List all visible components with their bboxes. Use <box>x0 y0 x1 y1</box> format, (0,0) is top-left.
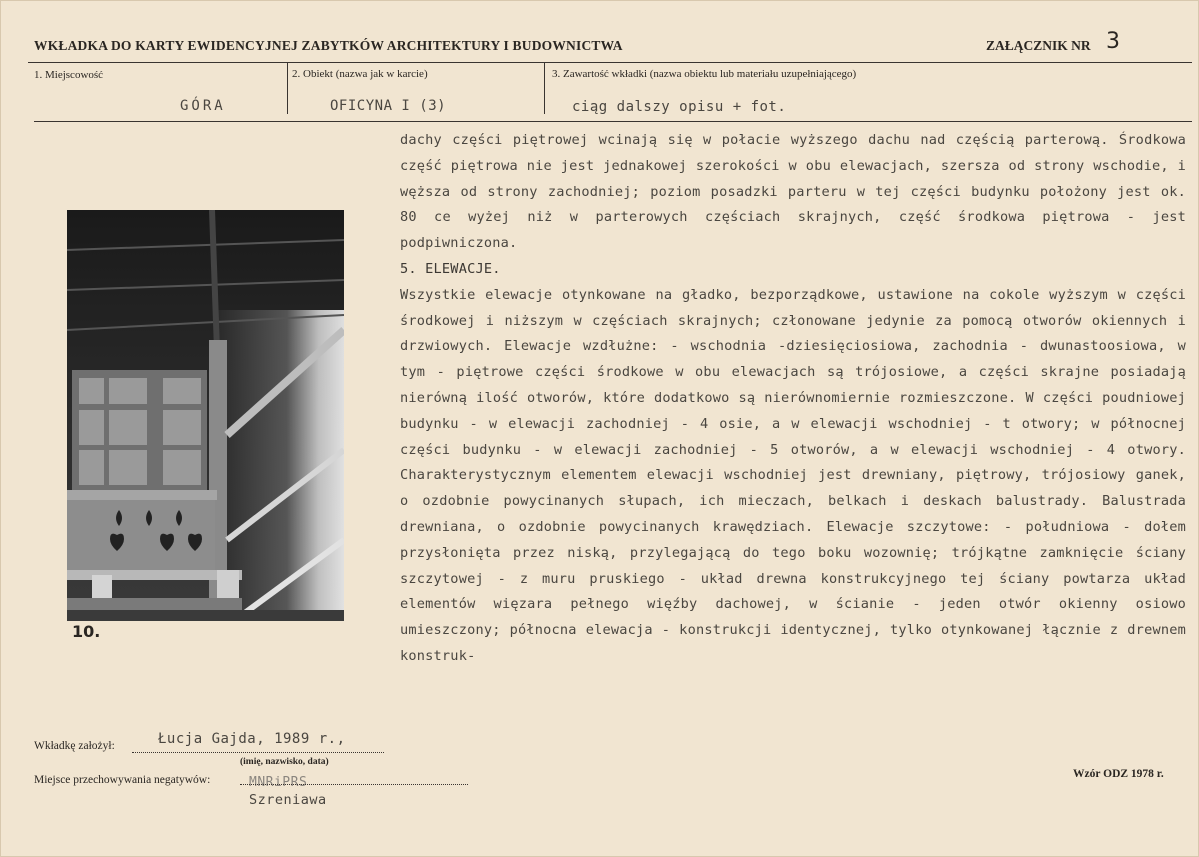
description-paragraph-1: dachy części piętrowej wcinają się w połacie wyższego dachu nad częścią parterową. Środkowa część piętrowa nie jest jednakowej szerokości w obu elewacjach, szersza od strony wschodie, i węższa od strony zachodniej; poziom posadzki parteru w tej części budynku położony jest ok. 80 ce wyżej niż w parterowych częściach skrajnych, część środkowa piętrowa - jest podpiwniczona. <box>400 132 1186 252</box>
photo-number: 10. <box>72 622 101 641</box>
description-text <box>400 128 1186 670</box>
annex-label: ZAŁĄCZNIK NR <box>986 38 1091 53</box>
object-label: 2. Obiekt (nazwa jak w karcie) <box>292 68 428 80</box>
annex-number: 3 <box>1106 29 1120 54</box>
header-rule-bottom <box>34 121 1192 122</box>
photo-image-graphic <box>67 210 344 621</box>
section-heading: 5. ELEWACJE. <box>400 260 501 277</box>
negatives-label: Miejsce przechowywania negatywów: <box>34 774 211 786</box>
form-title: WKŁADKA DO KARTY EWIDENCYJNEJ ZABYTKÓW ARCHITEKTURY I BUDOWNICTWA <box>34 38 623 53</box>
description-paragraph-2: Wszystkie elewacje otynkowane na gładko, bezporządkowe, ustawione na cokole wyższym w części środkowej i niższym w częściach skrajnych; członowane jedynie za pomocą otworów okiennych i drzwiowych. Elewacje wzdłużne: - wschodnia -dziesięciosiowa, zachodnia - dwunastoosiowa, w tym - piętrowe części środkowe w obu elewacjach są trójosiowe, a części skrajne posiadają nierówną ilość otworów, które dodatkowo są nierównomiernie rozmieszczone. W części poudniowej budynku - w elewacji zachodniej - 4 osie, a w elewacji wschodniej - t otwory; w północnej części budynku - w elewacji zachodniej - 5 otworów, a w elewacji wschodniej - 4 otwory. Charakterystycznym elementem elewacji wschodniej jest drewniany, piętrowy, trójosiowy ganek, o ozdobnie powycinanych słupach, ich mieczach, belkach i deskach balustrady. Balustrada drewniana, o ozdobnie powycinanych krawędziach. Elewacje szczytowe: - południowa - dołem przysłonięta przez niską, przylegającą do tego boku wozownię; trójkątne zamknięcie ściany szczytowej - z muru pruskiego - układ drewna konstrukcyjnego tej ściany powtarza układ elementów więzara pełnego więźby dachowej, w ścianie - jeden otwór okienny osiowo umieszczony; północna elewacja - konstrukcji identycznej, tylko otynkowanej łącznie z drewnem konstruk- <box>400 286 1186 664</box>
content-label: 3. Zawartość wkładki (nazwa obiektu lub materiału uzupełniającego) <box>552 68 857 80</box>
photograph <box>67 210 344 621</box>
form-code: Wzór ODZ 1978 r. <box>1073 768 1164 780</box>
author-label: Wkładkę założył: <box>34 740 115 752</box>
object-value: OFICYNA I (3) <box>330 98 447 114</box>
locality-label: 1. Miejscowość <box>34 69 104 81</box>
locality-value: GÓRA <box>180 98 226 114</box>
author-value: Łucja Gajda, 1989 r., <box>158 731 346 747</box>
negatives-value-line2: Szreniawa <box>249 792 327 808</box>
author-hint: (imię, nazwisko, data) <box>240 757 329 767</box>
field-divider-2 <box>544 62 545 114</box>
header-rule-top <box>28 62 1192 63</box>
negatives-line <box>240 784 468 785</box>
content-value: ciąg dalszy opisu + fot. <box>572 99 787 115</box>
author-line <box>132 752 384 753</box>
negatives-value-line1: MNRiPRS <box>249 775 308 790</box>
field-divider-1 <box>287 62 288 114</box>
